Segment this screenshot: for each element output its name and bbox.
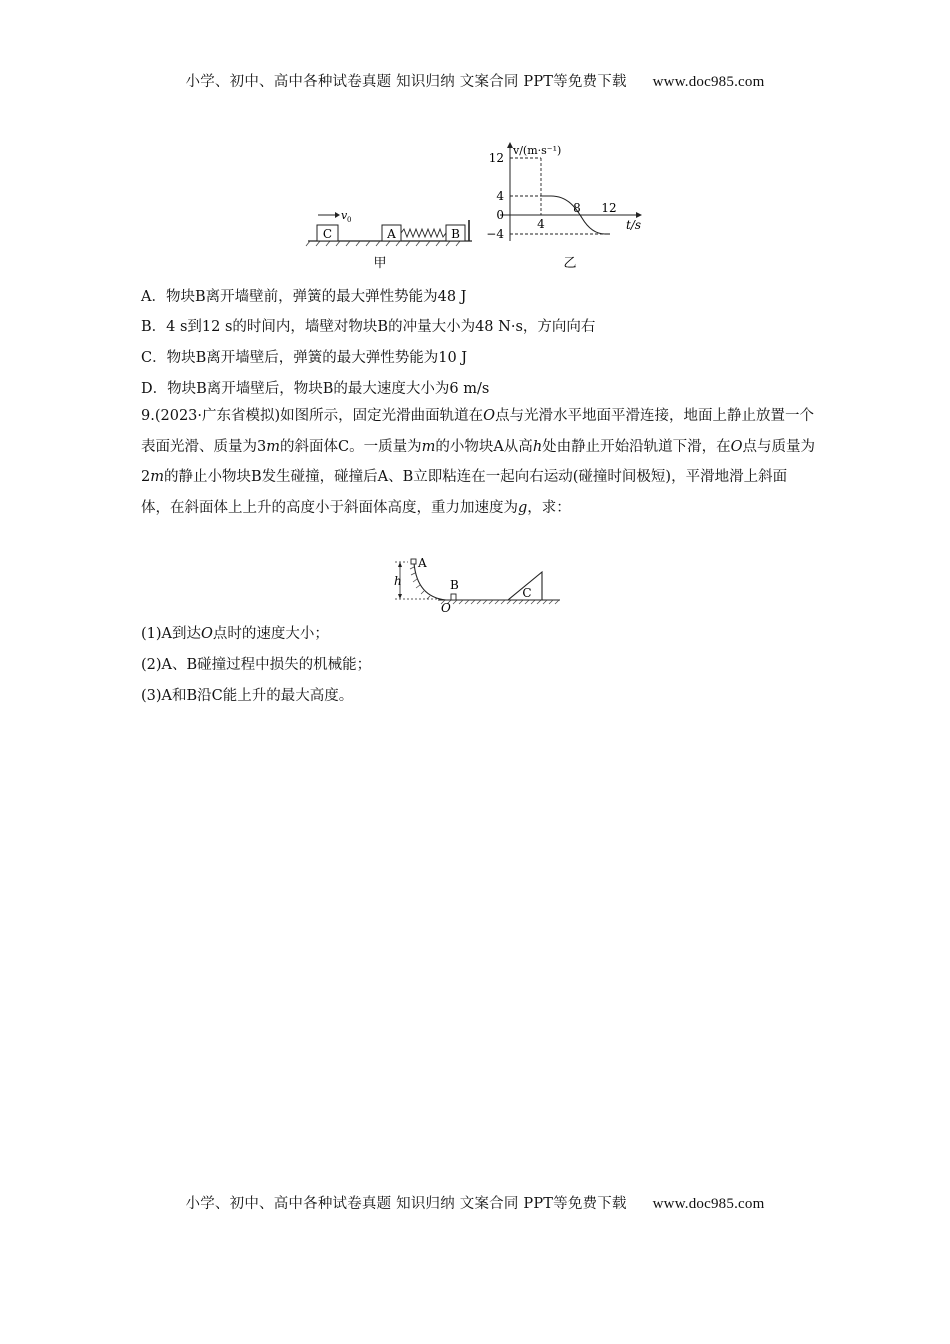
v0-sub: 0 [347, 216, 352, 224]
v0-label: v [341, 209, 348, 222]
y-tick-4: 4 [496, 189, 504, 203]
block-b-label: B [451, 227, 460, 241]
x-tick-4: 4 [537, 217, 545, 231]
q9-number: 9. [141, 408, 155, 424]
figure-svg [300, 140, 660, 275]
q9-var-o: O [483, 408, 496, 424]
q9-text: 如图所示，固定光滑曲面轨道在 [280, 408, 484, 424]
q9-text: 的斜面体C。一质量为 [279, 438, 422, 455]
x-tick-12: 12 [601, 201, 617, 215]
q9-var-m: m [150, 469, 164, 485]
header-url[interactable]: www.doc985.com [652, 74, 765, 90]
figure-yi [486, 142, 642, 271]
q9-var-h: h [532, 438, 543, 455]
sub-q1-var-o: O [201, 626, 213, 642]
figure-q9 [390, 555, 565, 613]
caption-yi: 乙 [563, 256, 577, 271]
option-b: B．4 s到12 s的时间内，墙壁对物块B的冲量大小为48 N·s，方向向右 [141, 319, 596, 335]
label-a: A [418, 556, 427, 570]
q9-var-m: m [421, 438, 436, 455]
q9-source: (2023·广东省模拟) [154, 408, 281, 424]
y-tick-12: 12 [488, 151, 504, 165]
y-axis-label: v/(m·s⁻¹) [513, 144, 562, 157]
question-9 [141, 401, 816, 523]
label-h: h [394, 574, 402, 588]
y-tick-neg4: −4 [486, 227, 504, 241]
footer-url[interactable]: www.doc985.com [652, 1196, 765, 1212]
sub-question-2: (2)A、B碰撞过程中损失的机械能； [141, 657, 372, 673]
option-d: D．物块B离开墙壁后，物块B的最大速度大小为6 m/s [141, 381, 490, 397]
q9-text: 的静止小物块B发生碰撞，碰撞后A、B立即粘连在一起向右运动(碰撞时间极短)，平滑地滑上斜面体，在斜面体上上升的高度小于斜面体高度，重力加速度为 [141, 469, 788, 516]
page-header [0, 70, 950, 91]
block-c-label: C [322, 227, 333, 241]
sub-q1-text: (1)A到达 [141, 626, 202, 642]
label-o: O [441, 601, 451, 613]
figure-q9-svg [390, 555, 565, 613]
label-c: C [522, 586, 532, 600]
q9-var-m: m [266, 438, 280, 455]
option-a: A．物块B离开墙壁前，弹簧的最大弹性势能为48 J [141, 289, 467, 305]
sub-q1-text: 点时的速度大小； [212, 626, 329, 642]
sub-question-1 [141, 622, 329, 643]
caption-jia: 甲 [373, 256, 387, 271]
option-c: C．物块B离开墙壁后，弹簧的最大弹性势能为10 J [141, 350, 468, 366]
figure-jia [306, 209, 472, 271]
x-axis-label: t/s [626, 218, 642, 232]
x-tick-8: 8 [573, 201, 581, 215]
y-tick-0: 0 [496, 208, 504, 222]
q9-text: 处由静止开始沿轨道下滑，在 [542, 438, 731, 455]
q9-var-g: g [518, 499, 528, 516]
block-a-label: A [387, 227, 396, 241]
header-text: 小学、初中、高中各种试卷真题 知识归纳 文案合同 PPT等免费下载 [185, 74, 627, 90]
q9-var-o: O [730, 438, 743, 455]
q9-text: 点与光滑水平地面平滑连接，地面上静止放置一个表面光滑、质量为3 [141, 408, 815, 455]
page-footer [0, 1192, 950, 1213]
label-b: B [450, 578, 459, 592]
q9-text: 点与质量为2 [141, 438, 816, 485]
sub-question-3: (3)A和B沿C能上升的最大高度。 [141, 688, 354, 704]
figure-jia-yi [300, 140, 660, 275]
q9-text: ，求： [527, 499, 571, 516]
q9-text: 的小物块A从高 [435, 438, 533, 455]
footer-text: 小学、初中、高中各种试卷真题 知识归纳 文案合同 PPT等免费下载 [185, 1196, 627, 1212]
